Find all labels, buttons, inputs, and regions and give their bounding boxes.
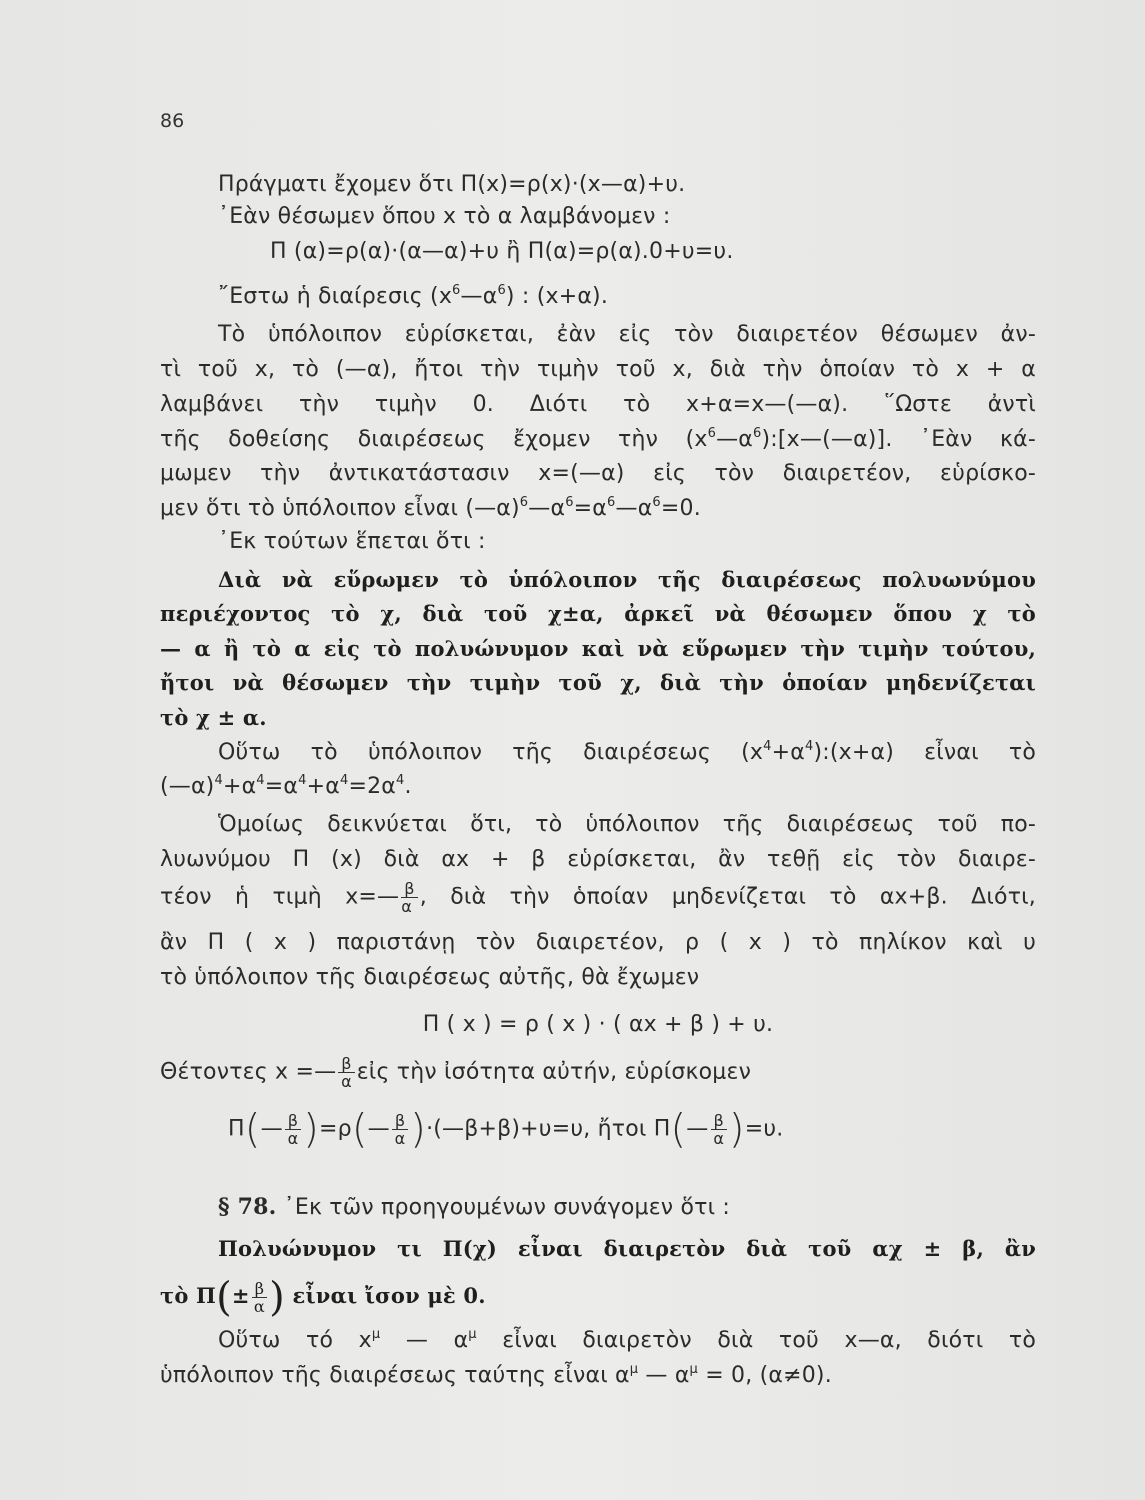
text-line: Πράγματι ἔχομεν ὅτι Π(x)=ρ(x)·(x—α)+υ. — [218, 172, 686, 197]
fraction: $\frac{\beta}{\alpha}$ — [711, 1112, 727, 1147]
text-line: ὑπόλοιπον τῆς διαιρέσεως ταύτης εἶναι $\alpha^\mu$ — $\alpha^\mu = 0$, (α≠0). — [160, 1362, 832, 1388]
bold-rule-line: — α ἢ τὸ α εἰς τὸ πολυώνυμον καὶ νὰ εὕρωμεν τὴν τιμὴν τούτου, — [160, 636, 1036, 661]
text-line: τέον ἡ τιμὴ x=— $\frac{\beta}{\alpha}$ , διὰ τὴν ὁποίαν μηδενίζεται τὸ αx+β. Διότι, — [160, 879, 1036, 916]
bold-rule-line: τὸ χ ± α. — [160, 705, 267, 730]
text-line: ᾿Εκ τούτων ἕπεται ὅτι : — [218, 529, 486, 554]
fraction: $\frac{\beta}{\alpha}$ — [338, 1055, 354, 1090]
fraction: $\frac{\beta}{\alpha}$ — [401, 880, 417, 915]
text-line: ᾿Εὰν θέσωμεν ὅπου x τὸ α λαμβάνομεν : — [218, 204, 671, 229]
text-line: ῎Εστω ἡ διαίρεσις $(x^6—\alpha^6)$ : (x+α). — [218, 283, 609, 309]
bold-rule-line: περιέχοντος τὸ χ, διὰ τοῦ χ±α, ἀρκεῖ νὰ θέσωμεν ὅπου χ τὸ — [160, 601, 1036, 626]
text-line: μωμεν τὴν ἀντικατάστασιν x=(—α) εἰς τὸν διαιρετέον, εὑρίσκο- — [160, 461, 1036, 486]
bold-rule-line: ἤτοι νὰ θέσωμεν τὴν τιμὴν τοῦ χ, διὰ τὴν ὁποίαν μηδενίζεται — [160, 670, 1036, 695]
section-heading: § 78. ᾿Εκ τῶν προηγουμένων συνάγομεν ὅτι : — [218, 1194, 731, 1220]
fraction: $\frac{\beta}{\alpha}$ — [252, 1280, 267, 1315]
text-line: τὸ ὑπόλοιπον τῆς διαιρέσεως αὐτῆς, θὰ ἔχωμεν — [160, 965, 700, 990]
text-line: Θέτοντες x =— $\frac{\beta}{\alpha}$ εἰς τὴν ἰσότητα αὐτήν, εὑρίσκομεν — [160, 1054, 752, 1091]
bold-rule-line: τὸ Π(± $\frac{\beta}{\alpha}$ ) εἶναι ἴσον μὲ 0. — [160, 1274, 486, 1321]
fraction: $\frac{\beta}{\alpha}$ — [392, 1112, 408, 1147]
text-line: τῆς δοθείσης διαιρέσεως ἔχομεν τὴν $(x^6—\alpha^6):[x—(—\alpha)]$. ᾿Εὰν κά- — [160, 426, 1036, 452]
text-line: μεν ὅτι τὸ ὑπόλοιπον εἶναι $(—\alpha)^6—\alpha^6=\alpha^6—\alpha^6=0$. — [160, 495, 701, 521]
bold-rule-line: Πολυώνυμον τι Π(χ) εἶναι διαιρετὸν διὰ τοῦ αχ ± β, ἂν — [218, 1236, 1036, 1261]
text-line: τὶ τοῦ x, τὸ (—α), ἤτοι τὴν τιμὴν τοῦ x, διὰ τὴν ὁποίαν τὸ x + α — [160, 357, 1036, 382]
equation-line: Π (α)=ρ(α)·(α—α)+υ ἢ Π(α)=ρ(α).0+υ=υ. — [270, 239, 734, 264]
text-line: λυωνύμου Π (x) διὰ αx + β εὑρίσκεται, ἂν τεθῇ εἰς τὸν διαιρε- — [160, 847, 1036, 872]
fraction: $\frac{\beta}{\alpha}$ — [285, 1112, 301, 1147]
bold-rule-line: Διὰ νὰ εὕρωμεν τὸ ὑπόλοιπον τῆς διαιρέσεως πολυωνύμου — [218, 567, 1036, 592]
text-line: Οὕτω τὸ ὑπόλοιπον τῆς διαιρέσεως $(x^4+\alpha^4):(x+\alpha)$ εἶναι τὸ — [218, 739, 1036, 765]
text-line: $(—\alpha)^4+\alpha^4=\alpha^4+\alpha^4=2\alpha^4$. — [160, 773, 412, 799]
page-number: 86 — [160, 110, 185, 132]
text-line: ἂν Π ( x ) παριστάνῃ τὸν διαιρετέον, ρ ( x ) τὸ πηλίκον καὶ υ — [160, 930, 1036, 955]
text-line: λαμβάνει τὴν τιμὴν 0. Διότι τὸ x+α=x—(—α). ῞Ωστε ἀντὶ — [160, 392, 1036, 417]
equation-line: Π(— $\frac{\beta}{\alpha}$ )=ρ(— $\frac{\beta}{\alpha}$ )·(—β+β)+υ=υ, ἤτοι Π(— $\frac{\beta}{\alpha}$ )=υ. — [228, 1106, 784, 1153]
text-line: Τὸ ὑπόλοιπον εὑρίσκεται, ἐὰν εἰς τὸν διαιρετέον θέσωμεν ἀν- — [218, 322, 1036, 347]
equation-line: Π ( x ) = ρ ( x ) · ( αx + β ) + υ. — [422, 1012, 774, 1037]
text-line: Οὕτω τό $x^\mu$ — $\alpha^\mu$ εἶναι διαιρετὸν διὰ τοῦ x—α, διότι τὸ — [218, 1327, 1036, 1353]
text-line: Ὁμοίως δεικνύεται ὅτι, τὸ ὑπόλοιπον τῆς διαιρέσεως τοῦ πο- — [218, 812, 1036, 837]
